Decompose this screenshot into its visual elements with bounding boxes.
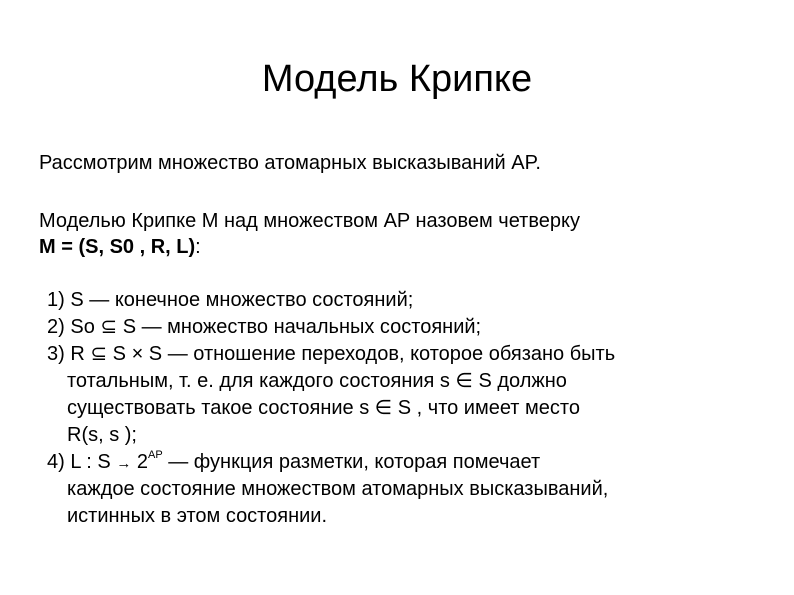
power-set-exponent: AP <box>148 449 163 462</box>
arrow-symbol: → <box>116 455 132 472</box>
list-item-4 <box>47 449 540 477</box>
item-number: 1) <box>47 289 65 311</box>
slide-title: Модель Крипке <box>261 58 533 100</box>
item-text: R ⊆ S × S — отношение переходов, которое обязано быть <box>70 343 616 365</box>
item-text: — функция разметки, которая помечает <box>162 451 541 473</box>
item-text: So ⊆ S — множество начальных состояний; <box>70 316 482 338</box>
list-item-3-continuation: R(s, s ); <box>67 424 137 446</box>
intro-text: Рассмотрим множество атомарных высказываний AP. <box>39 152 541 174</box>
item-number: 3) <box>47 343 65 365</box>
list-item-3 <box>47 341 615 367</box>
tuple-formula: M = (S, S0 , R, L) <box>39 236 196 258</box>
item-number: 4) <box>47 451 65 473</box>
list-item-4-continuation: каждое состояние множеством атомарных высказываний, <box>67 478 609 500</box>
power-set-base: 2 <box>136 451 148 473</box>
tuple-line <box>39 234 201 260</box>
item-mapping: L : S <box>70 451 111 473</box>
list-item-3-continuation: тотальным, т. е. для каждого состояния s ∈ S должно <box>67 370 567 392</box>
definition-line: Моделью Крипке M над множеством AP назовем четверку <box>39 210 580 232</box>
list-item-4-continuation: истинных в этом состоянии. <box>67 505 328 527</box>
list-item-2 <box>47 314 481 340</box>
tuple-colon: : <box>195 236 201 258</box>
item-number: 2) <box>47 316 65 338</box>
list-item-1 <box>47 287 413 313</box>
item-text: S — конечное множество состояний; <box>70 289 414 311</box>
list-item-3-continuation: существовать такое состояние s ∈ S , что имеет место <box>67 397 580 419</box>
